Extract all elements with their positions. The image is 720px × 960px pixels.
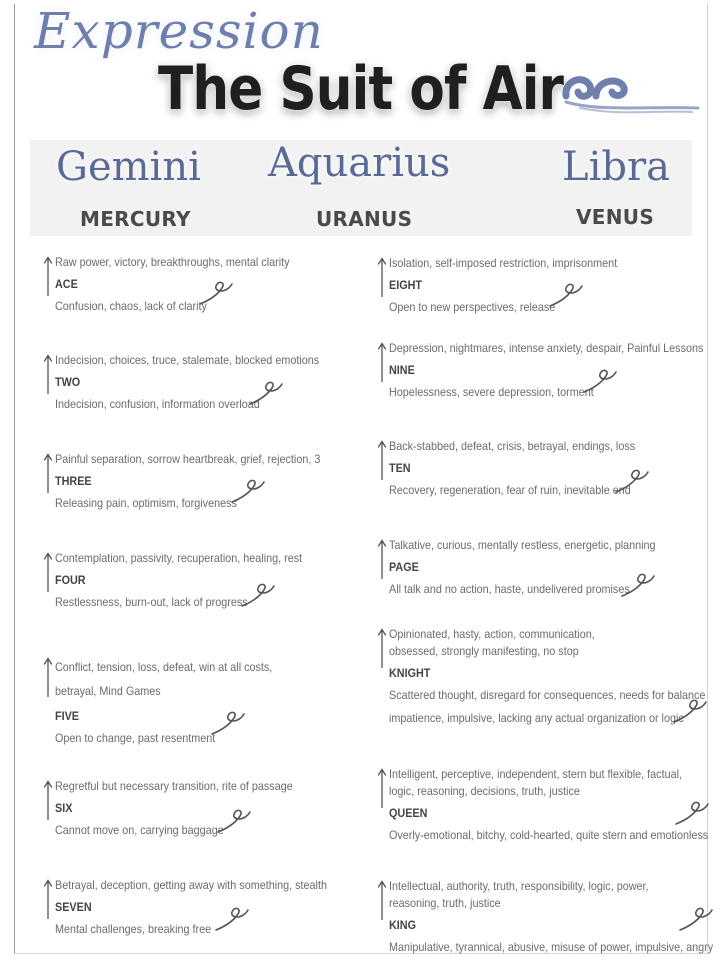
card-eight [389, 255, 642, 316]
card-queen [389, 766, 720, 844]
up-arrow-icon [43, 780, 53, 820]
card-name: NINE [389, 363, 415, 377]
card-name: SEVEN [55, 900, 92, 914]
upright-meaning: Depression, nightmares, intense anxiety, despair, Painful Lessons [389, 341, 704, 355]
upright-meaning: Conflict, tension, loss, defeat, win at all costs, betrayal, Mind Games [55, 660, 273, 698]
upright-meaning: Betrayal, deception, getting away with something, stealth [55, 878, 327, 892]
upright-meaning: Intellectual, authority, truth, responsibility, logic, power, reasoning, truth, justice [389, 879, 649, 910]
reversed-meaning: Hopelessness, severe depression, torment [389, 385, 594, 399]
upright-meaning: Intelligent, perceptive, independent, stern but flexible, factual, logic, reasoning, decisions, truth, justice [389, 767, 682, 798]
reversed-meaning: Recovery, regeneration, fear of ruin, inevitable end [389, 483, 631, 497]
card-name: THREE [55, 474, 92, 488]
script-title: Expression [34, 2, 324, 60]
card-king [389, 878, 720, 956]
card-six [55, 778, 319, 839]
card-seven [55, 877, 357, 938]
card-name: KING [389, 918, 416, 932]
sign-libra: Libra [562, 144, 670, 190]
card-name: TEN [389, 461, 411, 475]
up-arrow-icon [377, 440, 387, 480]
card-name: FOUR [55, 573, 86, 587]
reversed-meaning: Indecision, confusion, information overload [55, 397, 260, 411]
reversed-meaning: Cannot move on, carrying baggage [55, 823, 224, 837]
reversed-swirl-icon [228, 476, 268, 506]
planet-mercury: MERCURY [80, 207, 191, 231]
upright-meaning: Talkative, curious, mentally restless, energetic, planning [389, 538, 656, 552]
card-name: QUEEN [389, 806, 428, 820]
card-four [55, 550, 330, 611]
reversed-swirl-icon [212, 904, 252, 934]
reversed-meaning: Mental challenges, breaking free [55, 922, 212, 936]
up-arrow-icon [43, 256, 53, 296]
reversed-swirl-icon [246, 378, 286, 408]
card-five [55, 655, 340, 747]
reversed-swirl-icon [580, 366, 620, 396]
upright-meaning: Isolation, self-imposed restriction, imprisonment [389, 256, 618, 270]
reversed-meaning-continued: impatience, impulsive, lacking any actual organization or logic [389, 711, 684, 725]
reversed-meaning: Scattered thought, disregard for consequences, needs for balance [389, 688, 706, 702]
reversed-swirl-icon [208, 708, 248, 738]
air-waves-icon [560, 66, 700, 118]
upright-meaning: Painful separation, sorrow heartbreak, grief, rejection, 3 [55, 452, 321, 466]
reversed-swirl-icon [238, 580, 278, 610]
reversed-swirl-icon [672, 798, 712, 828]
card-name: KNIGHT [389, 666, 431, 680]
up-arrow-icon [43, 552, 53, 592]
upright-meaning: Back-stabbed, defeat, crisis, betrayal, endings, loss [389, 439, 636, 453]
upright-meaning: Indecision, choices, truce, stalemate, blocked emotions [55, 353, 320, 367]
card-name: FIVE [55, 709, 80, 723]
reversed-swirl-icon [214, 806, 254, 836]
card-three [55, 451, 350, 512]
card-name: PAGE [389, 560, 419, 574]
reversed-swirl-icon [196, 278, 236, 308]
reversed-meaning: Restlessness, burn-out, lack of progress [55, 595, 248, 609]
page-title: The Suit of Air [158, 54, 564, 124]
up-arrow-icon [377, 257, 387, 297]
up-arrow-icon [43, 657, 53, 697]
sign-aquarius: Aquarius [268, 140, 451, 186]
reversed-swirl-icon [676, 904, 716, 934]
card-name: ACE [55, 277, 78, 291]
up-arrow-icon [43, 354, 53, 394]
upright-meaning: Opinionated, hasty, action, communication, obsessed, strongly manifesting, no stop [389, 627, 595, 658]
card-name: SIX [55, 801, 73, 815]
card-name: TWO [55, 375, 81, 389]
up-arrow-icon [377, 768, 387, 808]
card-name: EIGHT [389, 278, 423, 292]
planet-uranus: URANUS [316, 207, 413, 231]
sign-gemini: Gemini [56, 144, 201, 190]
reversed-swirl-icon [670, 696, 710, 726]
card-two [55, 352, 348, 413]
reversed-swirl-icon [612, 466, 652, 496]
up-arrow-icon [43, 879, 53, 919]
up-arrow-icon [377, 342, 387, 382]
reversed-meaning: All talk and no action, haste, undelivered promises [389, 582, 630, 596]
reversed-swirl-icon [546, 280, 586, 310]
reversed-meaning: Open to new perspectives, release [389, 300, 556, 314]
reversed-meaning: Manipulative, tyrannical, abusive, misuse of power, impulsive, angry [389, 940, 714, 954]
reversed-meaning: Confusion, chaos, lack of clarity [55, 299, 207, 313]
planet-venus: VENUS [576, 205, 655, 229]
reversed-meaning: Open to change, past resentment [55, 731, 216, 745]
upright-meaning: Raw power, victory, breakthroughs, mental clarity [55, 255, 290, 269]
up-arrow-icon [43, 453, 53, 493]
card-nine [389, 340, 720, 401]
up-arrow-icon [377, 628, 387, 668]
upright-meaning: Contemplation, passivity, recuperation, healing, rest [55, 551, 303, 565]
reversed-meaning: Overly-emotional, bitchy, cold-hearted, quite stern and emotionless [389, 828, 709, 842]
up-arrow-icon [377, 880, 387, 920]
card-ace [55, 254, 316, 315]
reversed-meaning: Releasing pain, optimism, forgiveness [55, 496, 237, 510]
reversed-swirl-icon [618, 570, 658, 600]
upright-meaning: Regretful but necessary transition, rite of passage [55, 779, 293, 793]
up-arrow-icon [377, 539, 387, 579]
